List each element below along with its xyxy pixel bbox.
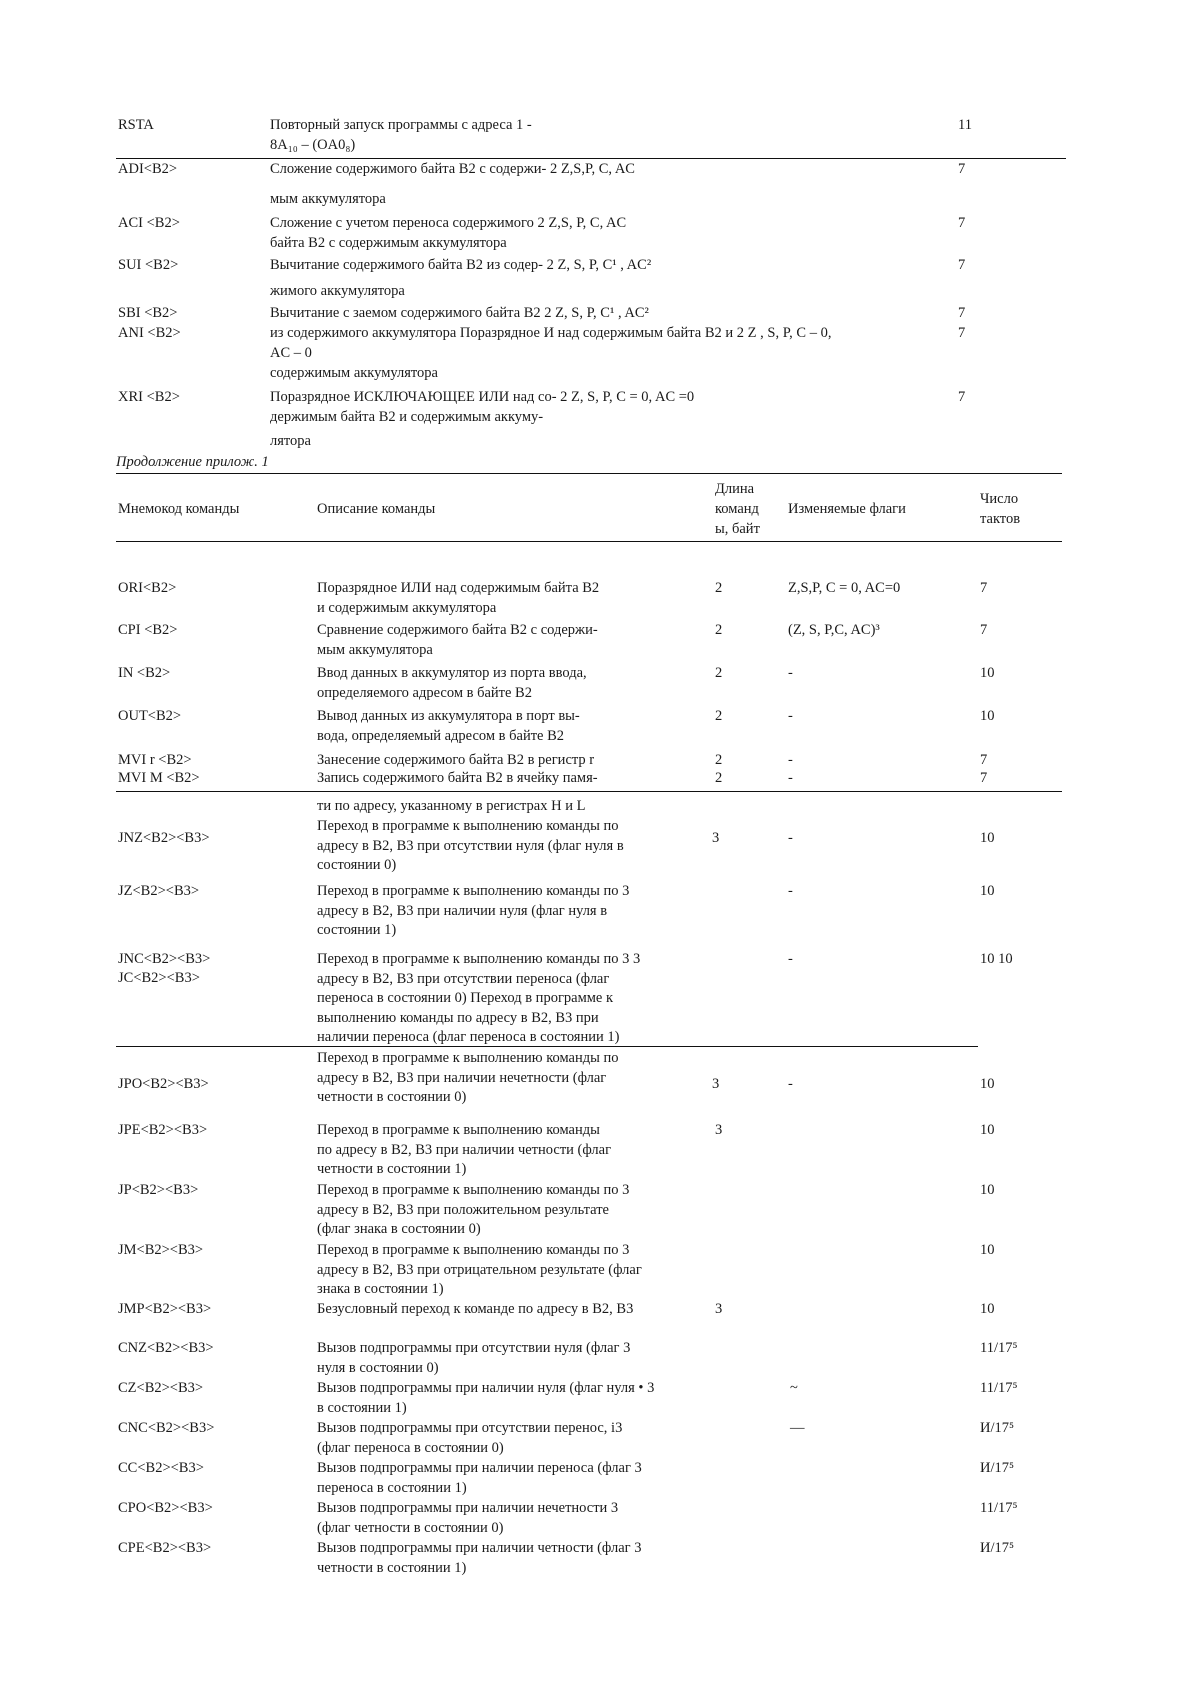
row-cpe-cycles: И/17⁵ bbox=[980, 1540, 1015, 1556]
row-in-desc-1: Ввод данных в аккумулятор из порта ввода, bbox=[317, 665, 587, 681]
row-cpe-desc bbox=[317, 1539, 725, 1578]
row-cnc-flags: — bbox=[790, 1420, 805, 1436]
row-out-cycles: 10 bbox=[980, 708, 995, 724]
row-jnc-desc-4: выполнению команды по адресу в В2, В3 при bbox=[317, 1009, 599, 1026]
row-cpi-cycles: 7 bbox=[980, 622, 988, 638]
row-mvi-m-cycles: 7 bbox=[980, 770, 988, 786]
row-ori-length: 2 bbox=[715, 580, 723, 596]
row-jpe-desc bbox=[317, 1121, 707, 1180]
row-aci-desc-1: Сложение с учетом переноса содержимого 2 Z,S, P, C, AC bbox=[270, 215, 627, 231]
row-cpe-mnemonic: CPE<B2><B3> bbox=[118, 1540, 212, 1556]
row-mvi-r-mnemonic: MVI r <B2> bbox=[118, 752, 192, 768]
row-aci-cycles: 7 bbox=[958, 215, 966, 231]
row-jp-desc-2: адресу в В2, В3 при положительном результате bbox=[317, 1201, 609, 1218]
row-sbi-desc-1: Вычитание с заемом содержимого байта В2 2 Z, S, P, C¹ , AC² bbox=[270, 305, 649, 321]
row-cnz-mnemonic: CNZ<B2><B3> bbox=[118, 1340, 214, 1356]
row-jm-desc-2: адресу в В2, В3 при отрицательном результате (флаг bbox=[317, 1261, 642, 1278]
row-jnz-mnemonic: JNZ<B2><B3> bbox=[118, 830, 210, 846]
row-jp-desc bbox=[317, 1181, 725, 1240]
row-jnc-desc-5: наличии переноса (флаг переноса в состоянии 1) bbox=[317, 1029, 620, 1046]
header-cycles-2: тактов bbox=[980, 511, 1021, 527]
header-cycles-1: Число bbox=[980, 491, 1019, 507]
row-rsta-mnemonic: RSTA bbox=[118, 117, 154, 133]
header-bottom-rule bbox=[116, 541, 1062, 542]
row-mvi-m-flags: - bbox=[788, 770, 793, 786]
row-ani-desc-3: содержимым аккумулятора bbox=[270, 365, 438, 381]
row-ori-mnemonic: ORI<B2> bbox=[118, 580, 177, 596]
row-jpo-desc-3: четности в состоянии 0) bbox=[317, 1089, 467, 1106]
row-rsta-cycles: 11 bbox=[958, 117, 972, 133]
row-aci-mnemonic: ACI <B2> bbox=[118, 215, 180, 231]
row-mvi-m-length: 2 bbox=[715, 770, 723, 786]
row-mvi-r-length: 2 bbox=[715, 752, 723, 768]
row-jmp-cycles: 10 bbox=[980, 1301, 995, 1317]
row-mvi-r-cycles: 7 bbox=[980, 752, 988, 768]
row-cpi-desc-1: Сравнение содержимого байта В2 с содержи- bbox=[317, 622, 598, 638]
row-jpe-cycles: 10 bbox=[980, 1122, 995, 1138]
row-in-flags: - bbox=[788, 665, 793, 681]
mid-rule-2 bbox=[116, 1046, 978, 1047]
row-jmp-mnemonic: JMP<B2><B3> bbox=[118, 1301, 212, 1317]
row-xri-desc-1: Поразрядное ИСКЛЮЧАЮЩЕЕ ИЛИ над со- 2 Z, S, P, C = 0, AC =0 bbox=[270, 389, 695, 405]
mid-rule-1 bbox=[116, 791, 1062, 792]
row-cpo-mnemonic: CPO<B2><B3> bbox=[118, 1500, 213, 1516]
row-jnc-desc-2: адресу в В2, В3 при отсутствии переноса (флаг bbox=[317, 970, 610, 987]
row-ori-cycles: 7 bbox=[980, 580, 988, 596]
header-length-3: ы, байт bbox=[715, 521, 760, 537]
row-jnz-flags: - bbox=[788, 830, 793, 846]
row-jnc-desc-3: переноса в состоянии 0) Переход в программе к bbox=[317, 990, 614, 1007]
row-out-length: 2 bbox=[715, 708, 723, 724]
row-out-mnemonic: OUT<B2> bbox=[118, 708, 182, 724]
row-cnc-mnemonic: CNC<B2><B3> bbox=[118, 1420, 215, 1436]
row-jp-mnemonic: JP<B2><B3> bbox=[118, 1182, 199, 1198]
row-jnc-cycles: 10 10 bbox=[980, 951, 1013, 967]
row-aci-desc-2: байта В2 с содержимым аккумулятора bbox=[270, 235, 507, 251]
row-out-flags: - bbox=[788, 708, 793, 724]
row-adi-desc-2: мым аккумулятора bbox=[270, 191, 386, 207]
row-jz-desc-1: Переход в программе к выполнению команды по 3 bbox=[317, 883, 630, 899]
row-cnz-desc bbox=[317, 1339, 725, 1378]
row-xri-mnemonic: XRI <B2> bbox=[118, 389, 180, 405]
row-xri-desc-2: держимым байта В2 и содержимым аккуму- bbox=[270, 409, 544, 425]
row-cpo-desc bbox=[317, 1499, 725, 1538]
row-jnc-desc bbox=[317, 950, 741, 1048]
row-cpi-length: 2 bbox=[715, 622, 723, 638]
row-adi-mnemonic: ADI<B2> bbox=[118, 161, 178, 177]
row-cpo-desc-1: Вызов подпрограммы при наличии нечетности 3 bbox=[317, 1500, 619, 1516]
row-jc-mnemonic: JC<B2><B3> bbox=[118, 970, 200, 986]
row-out-desc-2: вода, определяемый адресом в байте В2 bbox=[317, 728, 565, 744]
row-jpo-desc-1: Переход в программе к выполнению команды по bbox=[317, 1050, 619, 1066]
row-ori-flags: Z,S,P, C = 0, AC=0 bbox=[788, 580, 901, 596]
row-cnc-desc bbox=[317, 1419, 729, 1458]
row-cnz-desc-2: нуля в состоянии 0) bbox=[317, 1359, 439, 1376]
row-adi-desc-1: Сложение содержимого байта В2 с содержи- 2 Z,S,P, C, AC bbox=[270, 161, 635, 177]
row-out-desc-1: Вывод данных из аккумулятора в порт вы- bbox=[317, 708, 580, 724]
row-mvi-r-flags: - bbox=[788, 752, 793, 768]
row-sui-cycles: 7 bbox=[958, 257, 966, 273]
row-jnz-cycles: 10 bbox=[980, 830, 995, 846]
row-cpo-desc-2: (флаг четности в состоянии 0) bbox=[317, 1519, 504, 1536]
row-in-cycles: 10 bbox=[980, 665, 995, 681]
row-cnc-cycles: И/17⁵ bbox=[980, 1420, 1015, 1436]
row-in-mnemonic: IN <B2> bbox=[118, 665, 171, 681]
row-cz-desc-1: Вызов подпрограммы при наличии нуля (флаг нуля • 3 bbox=[317, 1380, 655, 1396]
row-xri-desc-3: лятора bbox=[270, 433, 311, 449]
row-jpe-desc-1: Переход в программе к выполнению команды bbox=[317, 1122, 600, 1138]
row-ori-desc-1: Поразрядное ИЛИ над содержимым байта В2 bbox=[317, 580, 600, 596]
table-caption: Продолжение прилож. 1 bbox=[116, 454, 269, 470]
row-adi-cycles: 7 bbox=[958, 161, 966, 177]
row-cpe-desc-2: четности в состоянии 1) bbox=[317, 1559, 467, 1576]
row-ani-mnemonic: ANI <B2> bbox=[118, 325, 181, 341]
row-jpe-mnemonic: JPE<B2><B3> bbox=[118, 1122, 208, 1138]
row-jpo-desc bbox=[317, 1049, 707, 1108]
row-jm-cycles: 10 bbox=[980, 1242, 995, 1258]
row-rsta-desc-1: Повторный запуск программы с адреса 1 - bbox=[270, 117, 532, 133]
row-jnz-length: 3 bbox=[712, 830, 720, 846]
row-cz-desc-2: в состоянии 1) bbox=[317, 1399, 407, 1416]
row-sui-desc-2: жимого аккумулятора bbox=[270, 283, 405, 299]
row-cpo-cycles: 11/17⁵ bbox=[980, 1500, 1018, 1516]
row-jz-desc bbox=[317, 882, 725, 941]
row-cc-desc-1: Вызов подпрограммы при наличии переноса (флаг 3 bbox=[317, 1460, 642, 1476]
row-rsta-desc-2: 8A₁₀ – (OA0₈) bbox=[270, 137, 356, 153]
header-flags: Изменяемые флаги bbox=[788, 501, 906, 517]
row-mvi-r-desc-1: Занесение содержимого байта В2 в регистр r bbox=[317, 752, 595, 768]
row-jpo-cycles: 10 bbox=[980, 1076, 995, 1092]
row-mvi-m-desc-cont: ти по адресу, указанному в регистрах Н и L bbox=[317, 798, 586, 814]
row-jpo-flags: - bbox=[788, 1076, 793, 1092]
row-sui-desc-1: Вычитание содержимого байта В2 из содер- 2 Z, S, P, C¹ , AC² bbox=[270, 257, 652, 273]
row-jm-desc-3: знака в состоянии 1) bbox=[317, 1281, 444, 1298]
row-cc-desc-2: переноса в состоянии 1) bbox=[317, 1479, 467, 1496]
header-length-1: Длина bbox=[715, 481, 755, 497]
row-mvi-m-desc-1: Запись содержимого байта В2 в ячейку памя- bbox=[317, 770, 598, 786]
row-jz-flags: - bbox=[788, 883, 793, 899]
row-jpe-desc-2: по адресу в В2, В3 при наличии четности (флаг bbox=[317, 1141, 612, 1158]
row-cnz-cycles: 11/17⁵ bbox=[980, 1340, 1018, 1356]
row-cpi-mnemonic: CPI <B2> bbox=[118, 622, 178, 638]
header-mnemonic: Мнемокод команды bbox=[118, 501, 240, 517]
row-jm-desc-1: Переход в программе к выполнению команды по 3 bbox=[317, 1242, 630, 1258]
row-ani-cycles: 7 bbox=[958, 325, 966, 341]
row-jz-desc-3: состоянии 1) bbox=[317, 922, 397, 939]
row-jm-desc bbox=[317, 1241, 725, 1300]
row-jm-mnemonic: JM<B2><B3> bbox=[118, 1242, 204, 1258]
row-cpe-desc-1: Вызов подпрограммы при наличии четности (флаг 3 bbox=[317, 1540, 642, 1556]
row-jpe-desc-3: четности в состоянии 1) bbox=[317, 1161, 467, 1178]
row-cpi-desc-2: мым аккумулятора bbox=[317, 642, 433, 658]
row-cpi-flags: (Z, S, P,C, AC)³ bbox=[788, 622, 880, 638]
row-sui-mnemonic: SUI <B2> bbox=[118, 257, 179, 273]
row-jpo-mnemonic: JPO<B2><B3> bbox=[118, 1076, 209, 1092]
row-jnz-desc-1: Переход в программе к выполнению команды по bbox=[317, 818, 619, 834]
row-jnz-desc-3: состоянии 0) bbox=[317, 857, 397, 874]
row-sbi-cycles: 7 bbox=[958, 305, 966, 321]
row-cz-cycles: 11/17⁵ bbox=[980, 1380, 1018, 1396]
row-cnc-desc-2: (флаг переноса в состоянии 0) bbox=[317, 1439, 504, 1456]
header-description: Описание команды bbox=[317, 501, 436, 517]
row-jnz-desc-2: адресу в В2, В3 при отсутствии нуля (флаг нуля в bbox=[317, 837, 624, 854]
row-jpe-length: 3 bbox=[715, 1122, 723, 1138]
row-cc-desc bbox=[317, 1459, 725, 1498]
row-mvi-m-mnemonic: MVI M <B2> bbox=[118, 770, 200, 786]
row-cc-mnemonic: CC<B2><B3> bbox=[118, 1460, 204, 1476]
row-jmp-length: 3 bbox=[715, 1301, 723, 1317]
row-cz-desc bbox=[317, 1379, 733, 1418]
row-jp-cycles: 10 bbox=[980, 1182, 995, 1198]
row-in-desc-2: определяемого адресом в байте В2 bbox=[317, 685, 532, 701]
row-cz-flags: ~ bbox=[790, 1380, 798, 1396]
row-jnc-desc-1: Переход в программе к выполнению команды по 3 3 bbox=[317, 951, 641, 967]
row-jz-mnemonic: JZ<B2><B3> bbox=[118, 883, 200, 899]
row-cnz-desc-1: Вызов подпрограммы при отсутствии нуля (флаг 3 bbox=[317, 1340, 631, 1356]
header-length-2: команд bbox=[715, 501, 759, 517]
row-jp-desc-1: Переход в программе к выполнению команды по 3 bbox=[317, 1182, 630, 1198]
row-jmp-desc-1: Безусловный переход к команде по адресу в В2, В3 bbox=[317, 1301, 634, 1317]
row-jp-desc-3: (флаг знака в состоянии 0) bbox=[317, 1221, 481, 1238]
row-ani-desc-2: AC – 0 bbox=[270, 345, 312, 361]
row-in-length: 2 bbox=[715, 665, 723, 681]
row-ani-desc-1: из содержимого аккумулятора Поразрядное И над содержимым байта В2 и 2 Z , S, P, C – 0, bbox=[270, 325, 832, 341]
row-sbi-mnemonic: SBI <B2> bbox=[118, 305, 178, 321]
row-jz-desc-2: адресу в В2, В3 при наличии нуля (флаг нуля в bbox=[317, 902, 608, 919]
row-ori-desc-2: и содержимым аккумулятора bbox=[317, 600, 497, 616]
row-jnc-flags: - bbox=[788, 951, 793, 967]
row-jpo-desc-2: адресу в В2, В3 при наличии нечетности (флаг bbox=[317, 1069, 607, 1086]
row-jnc-mnemonic: JNC<B2><B3> bbox=[118, 951, 211, 967]
row-xri-cycles: 7 bbox=[958, 389, 966, 405]
row-jz-cycles: 10 bbox=[980, 883, 995, 899]
row-cc-cycles: И/17⁵ bbox=[980, 1460, 1015, 1476]
row-jnz-desc bbox=[317, 817, 707, 876]
top-rule bbox=[116, 158, 1066, 159]
row-jpo-length: 3 bbox=[712, 1076, 720, 1092]
table-top-rule bbox=[116, 473, 1062, 474]
row-cz-mnemonic: CZ<B2><B3> bbox=[118, 1380, 204, 1396]
row-cnc-desc-1: Вызов подпрограммы при отсутствии перенос, i3 bbox=[317, 1420, 623, 1436]
